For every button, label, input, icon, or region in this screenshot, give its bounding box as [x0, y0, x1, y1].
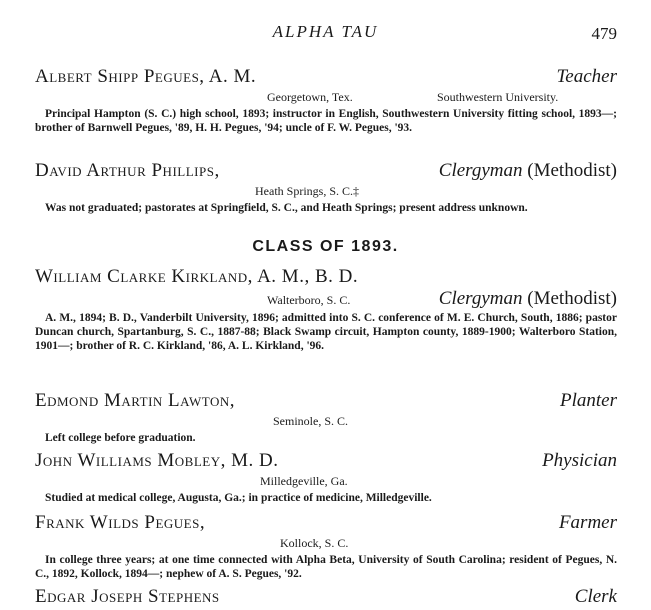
running-title: ALPHA TAU	[272, 22, 379, 41]
entry-description: In college three years; at one time connected with Alpha Beta, University of South Carolina; resident of Pegues, N. C., 1892, Kollock, 1894—; nephew of A. S. Pegues, '92.	[35, 554, 617, 580]
entry-description: Principal Hampton (S. C.) high school, 1893; instructor in English, Southwestern University fitting school, 1893—; brother of Barnwell Pegues, '89, H. H. Pegues, '94; uncle of F. W. Pegues, '93.	[35, 108, 617, 134]
entry-location: Heath Springs, S. C.‡	[255, 184, 360, 198]
entry-name: John Williams Mobley, M. D.	[35, 450, 279, 471]
entry-location: Georgetown, Tex.	[267, 90, 353, 104]
entry-occupation: Clerk	[574, 586, 617, 607]
entry-occupation: Farmer	[558, 512, 617, 533]
entry-occupation: Clergyman (Methodist)	[438, 160, 617, 181]
entry-william-clarke-kirkland	[35, 266, 617, 353]
entry-location: Seminole, S. C.	[273, 414, 349, 428]
entry-location: Walterboro, S. C.	[267, 293, 351, 307]
entry-location-extra: Southwestern University.	[437, 90, 559, 104]
entry-albert-shipp-pegues	[35, 66, 617, 135]
entry-name: Frank Wilds Pegues,	[35, 512, 206, 533]
entry-name: Edmond Martin Lawton,	[35, 390, 236, 411]
entry-occupation: Clergyman (Methodist)	[438, 288, 617, 309]
page-number: 479	[591, 24, 617, 43]
entry-edgar-joseph-stephens	[35, 586, 617, 610]
page-header	[0, 22, 651, 46]
entry-occupation: Teacher	[556, 66, 617, 87]
entry-name: William Clarke Kirkland, A. M., B. D.	[35, 266, 359, 287]
entry-david-arthur-phillips	[35, 160, 617, 215]
entry-description: Left college before graduation.	[45, 432, 196, 444]
entry-location: Kollock, S. C.	[280, 536, 349, 550]
entry-description: A. M., 1894; B. D., Vanderbilt University, 1896; admitted into S. C. conference of M. E. Church, South, 1886; pastor Duncan church, Spartanburg, S. C., 1887-88; Black Swamp circuit, Hampton county, 1889-1900; Walterboro Station, 1901—; brother of R. C. Kirkland, '86, A. L. Kirkland, '96.	[35, 312, 617, 352]
entry-name: Edgar Joseph Stephens	[35, 586, 220, 607]
entry-name: David Arthur Phillips,	[35, 160, 220, 181]
entry-location: Milledgeville, Ga.	[260, 474, 348, 488]
entry-occupation: Planter	[560, 390, 617, 411]
entry-name: Albert Shipp Pegues, A. M.	[35, 66, 257, 87]
class-heading: CLASS OF 1893.	[252, 238, 399, 255]
entry-edmond-martin-lawton	[35, 390, 617, 445]
entry-description: Studied at medical college, Augusta, Ga.; in practice of medicine, Milledgeville.	[45, 492, 432, 504]
entry-description: Was not graduated; pastorates at Springfield, S. C., and Heath Springs; present address unknown.	[45, 202, 528, 214]
entry-frank-wilds-pegues	[35, 512, 617, 581]
entry-occupation: Physician	[542, 450, 617, 471]
entry-john-williams-mobley	[35, 450, 617, 505]
